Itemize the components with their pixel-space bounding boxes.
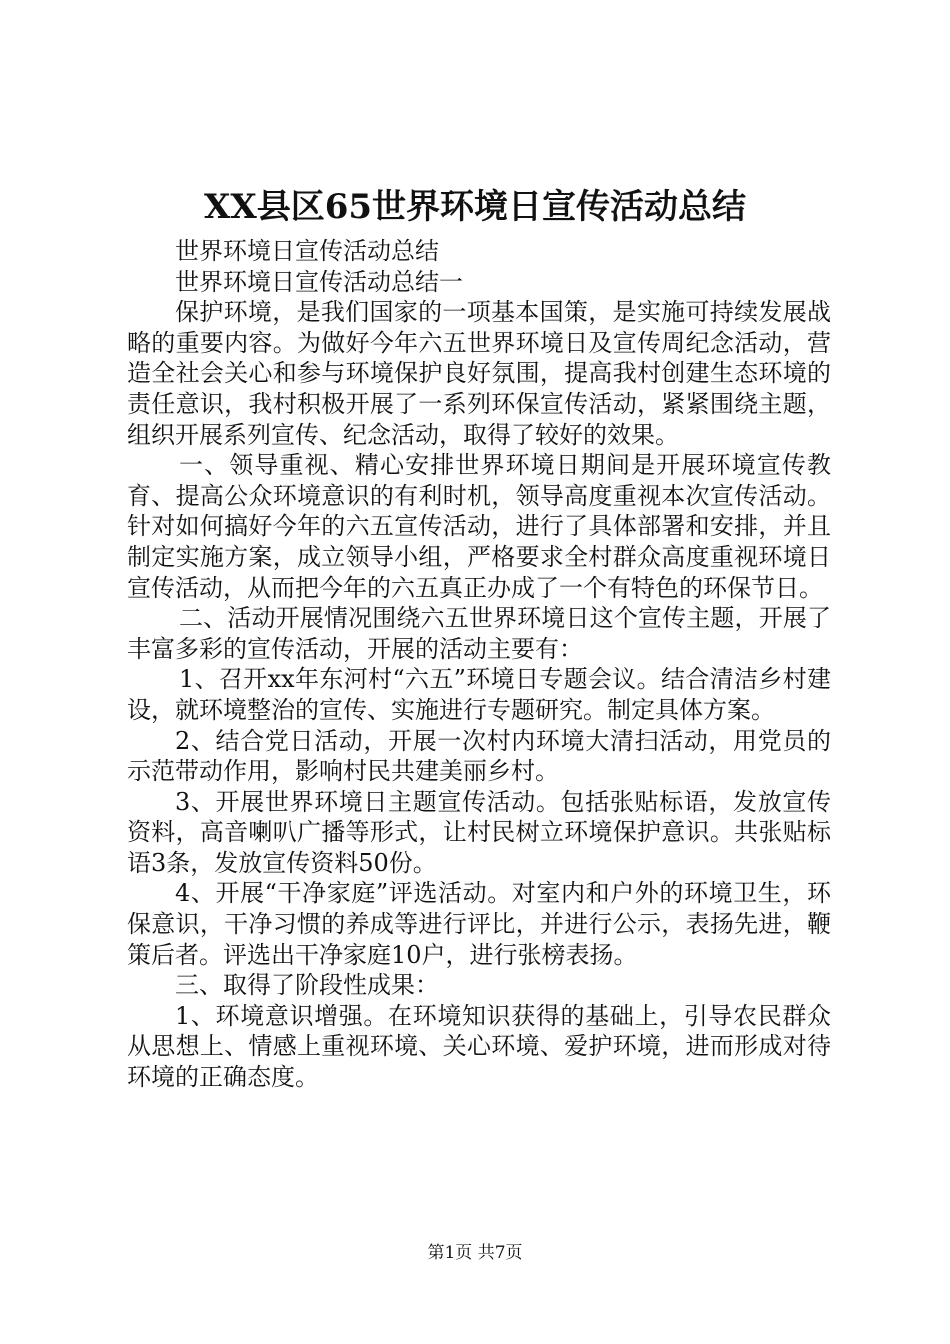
document-title: XX县区65世界环境日宣传活动总结	[203, 187, 747, 227]
paragraph-item-2: 2、结合党日活动，开展一次村内环境大清扫活动，用党员的示范带动作用，影响村民共建美丽乡村。	[127, 726, 831, 786]
document-body	[127, 236, 831, 1093]
paragraph-section-2: 二、活动开展情况围绕六五世界环境日这个宣传主题，开展了丰富多彩的宣传活动，开展的活动主要有：	[127, 604, 831, 663]
paragraph-section-3: 三、取得了阶段性成果：	[175, 971, 439, 1000]
paragraph-item-4: 4、开展“干净家庭”评选活动。对室内和户外的环境卫生，环保意识，干净习惯的养成等进行评比，并进行公示，表扬先进，鞭策后者。评选出干净家庭10户，进行张榜表扬。	[127, 879, 831, 969]
paragraph-heading: 世界环境日宣传活动总结	[175, 237, 439, 265]
paragraph-result-1: 1、环境意识增强。在环境知识获得的基础上，引导农民群众从思想上、情感上重视环境、关心环境、爱护环境，进而形成对待环境的正确态度。	[127, 1001, 831, 1092]
page-number-footer: 第1页 共7页	[427, 1243, 523, 1263]
paragraph-section-1: 一、领导重视、精心安排世界环境日期间是开展环境宣传教育、提高公众环境意识的有利时机，领导高度重视本次宣传活动。针对如何搞好今年的六五宣传活动，进行了具体部署和安排，并且制定实施方案，成立领导小组，严格要求全村群众高度重视环境日宣传活动，从而把今年的六五真正办成了一个有特色的环保节日。	[127, 451, 831, 602]
paragraph-item-1: 1、召开xx年东河村“六五”环境日专题会议。结合清洁乡村建设，就环境整治的宣传、实施进行专题研究。制定具体方案。	[127, 665, 831, 724]
paragraph-intro: 保护环境，是我们国家的一项基本国策，是实施可持续发展战略的重要内容。为做好今年六五世界环境日及宣传周纪念活动，营造全社会关心和参与环境保护良好氛围，提高我村创建生态环境的责任意识，我村积极开展了一系列环保宣传活动，紧紧围绕主题，组织开展系列宣传、纪念活动，取得了较好的效果。	[127, 298, 831, 449]
paragraph-item-3: 3、开展世界环境日主题宣传活动。包括张贴标语，发放宣传资料，高音喇叭广播等形式，让村民树立环境保护意识。共张贴标语3条，发放宣传资料50份。	[127, 787, 831, 877]
paragraph-subheading: 世界环境日宣传活动总结一	[175, 267, 463, 296]
